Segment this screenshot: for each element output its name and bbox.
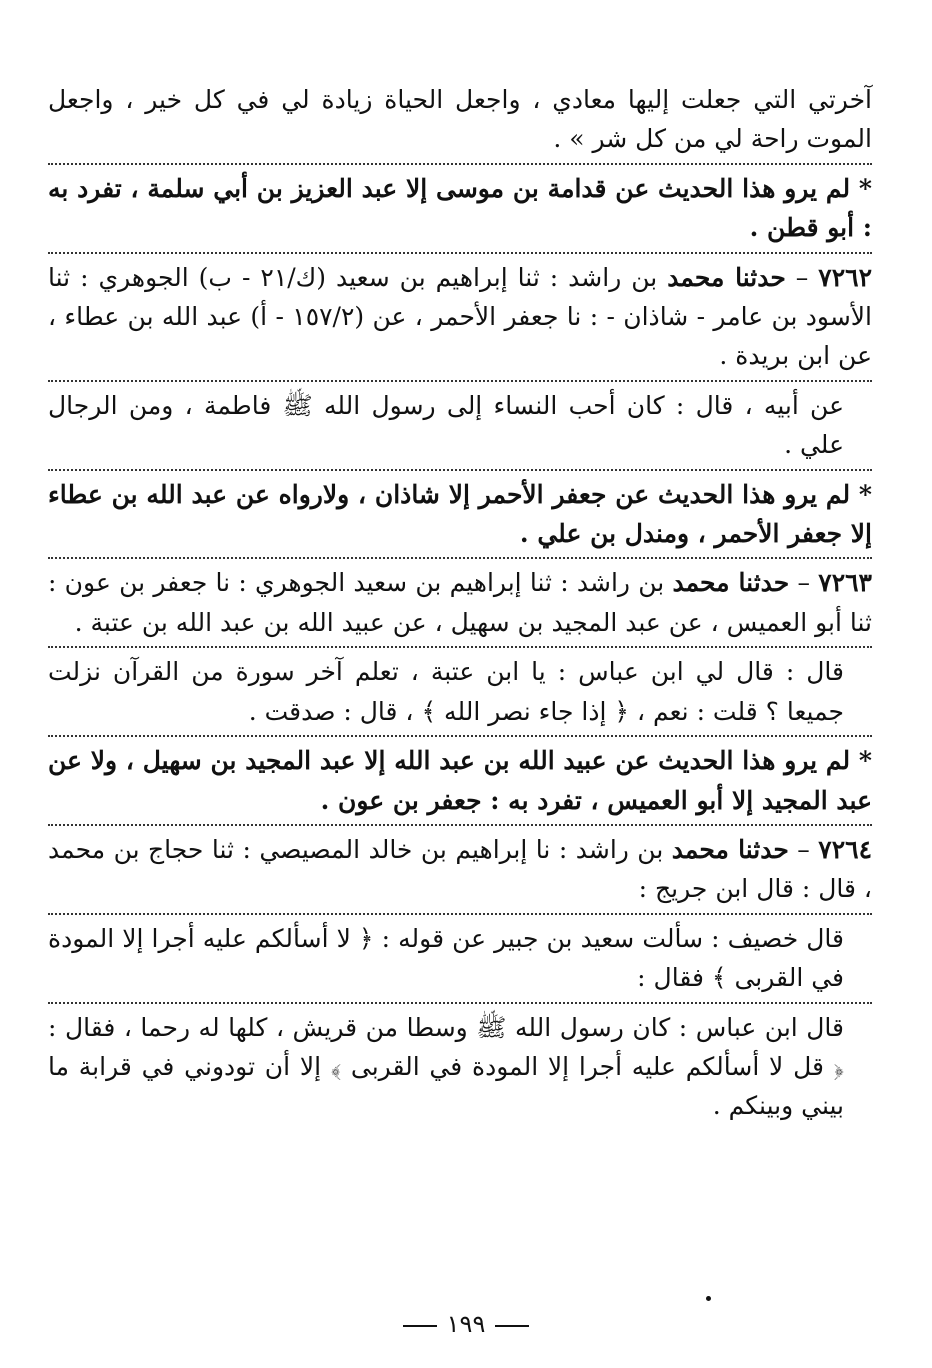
hadith-heading: حدثنا محمد [672, 568, 790, 598]
text-paragraph: قال ابن عباس : كان رسول الله ﷺ وسطا من قريش ، كلها له رحما ، فقال : ﴿ قل لا أسألكم عليه أجرا إلا المودة في القربى ﴾ إلا أن تودوني في قرابة ما بيني وبينكم . [48, 1012, 844, 1121]
separator [48, 557, 872, 559]
hadith-text: بن راشد : ثنا إبراهيم بن سعيد (ك/٢١ - ب) الجوهري : ثنا الأسود بن عامر - شاذان - : نا جعفر الأحمر ، عن (١٥٧/٢ - أ) عبد الله بن عطاء ، عن ابن بريدة . [48, 262, 872, 371]
text-paragraph: عن أبيه ، قال : كان أحب النساء إلى رسول الله ﷺ فاطمة ، ومن الرجال علي . [48, 390, 844, 460]
separator [48, 1002, 872, 1004]
text-paragraph: قال خصيف : سألت سعيد بن جبير عن قوله : ﴿ لا أسألكم عليه أجرا إلا المودة في القربى ﴾ فقال : [48, 923, 844, 993]
separator [48, 735, 872, 737]
hadith-paragraph: ٧٢٦٤ – حدثنا محمد بن راشد : نا إبراهيم بن خالد المصيصي : ثنا حجاج بن محمد ، قال : قال ابن جريج : [48, 834, 872, 904]
footer-dash [403, 1325, 437, 1327]
separator [48, 380, 872, 382]
hadith-number: ٧٢٦٣ [818, 568, 872, 598]
hadith-paragraph: ٧٢٦٢ – حدثنا محمد بن راشد : ثنا إبراهيم بن سعيد (ك/٢١ - ب) الجوهري : ثنا الأسود بن عامر - شاذان - : نا جعفر الأحمر ، عن (١٥٧/٢ - أ) عبد الله بن عطاء ، عن ابن بريدة . [48, 262, 872, 371]
separator [48, 824, 872, 826]
hadith-number: ٧٢٦٤ [818, 834, 872, 864]
hadith-heading: حدثنا محمد [667, 262, 786, 292]
commentary-paragraph: * لم يرو هذا الحديث عن جعفر الأحمر إلا شاذان ، ولارواه عن عبد الله بن عطاء إلا جعفر الأحمر ، ومندل بن علي . [48, 479, 872, 549]
separator [48, 913, 872, 915]
text-paragraph: قال : قال لي ابن عباس : يا ابن عتبة ، تعلم آخر سورة من القرآن نزلت جميعا ؟ قلت : نعم ، ﴿ إذا جاء نصر الله ﴾ ، قال : صدقت . [48, 657, 844, 726]
hadith-text: بن راشد : نا إبراهيم بن خالد المصيصي : ثنا حجاج بن محمد ، قال : قال ابن جريج : [48, 834, 872, 904]
separator [48, 469, 872, 471]
hadith-text: بن راشد : ثنا إبراهيم بن سعيد الجوهري : نا جعفر بن عون : ثنا أبو العميس ، عن عبد المجيد بن سهيل ، عن عبيد الله بن عبد الله بن عتبة . [48, 568, 872, 637]
separator [48, 252, 872, 254]
page-number: ١٩٩ [446, 1310, 486, 1338]
commentary-paragraph: * لم يرو هذا الحديث عن قدامة بن موسى إلا عبد العزيز بن أبي سلمة ، تفرد به : أبو قطن . [48, 173, 873, 243]
text-paragraph: آخرتي التي جعلت إليها معادي ، واجعل الحياة زيادة لي في كل خير ، واجعل الموت راحة لي من كل شر » . [48, 85, 872, 154]
separator [48, 646, 872, 648]
footer-dash [495, 1325, 529, 1327]
page-footer [0, 1310, 932, 1338]
hadith-paragraph: ٧٢٦٣ – حدثنا محمد بن راشد : ثنا إبراهيم بن سعيد الجوهري : نا جعفر بن عون : ثنا أبو العميس ، عن عبد المجيد بن سهيل ، عن عبيد الله بن عبد الله بن عتبة . [48, 568, 872, 637]
hadith-number: ٧٢٦٢ [818, 262, 872, 292]
print-mark [706, 1296, 711, 1301]
hadith-heading: حدثنا محمد [671, 834, 789, 864]
commentary-paragraph: * لم يرو هذا الحديث عن عبيد الله بن عبد الله إلا عبد المجيد بن سهيل ، ولا عن عبد المجيد إلا أبو العميس ، تفرد به : جعفر بن عون . [48, 746, 872, 815]
separator [48, 163, 872, 165]
